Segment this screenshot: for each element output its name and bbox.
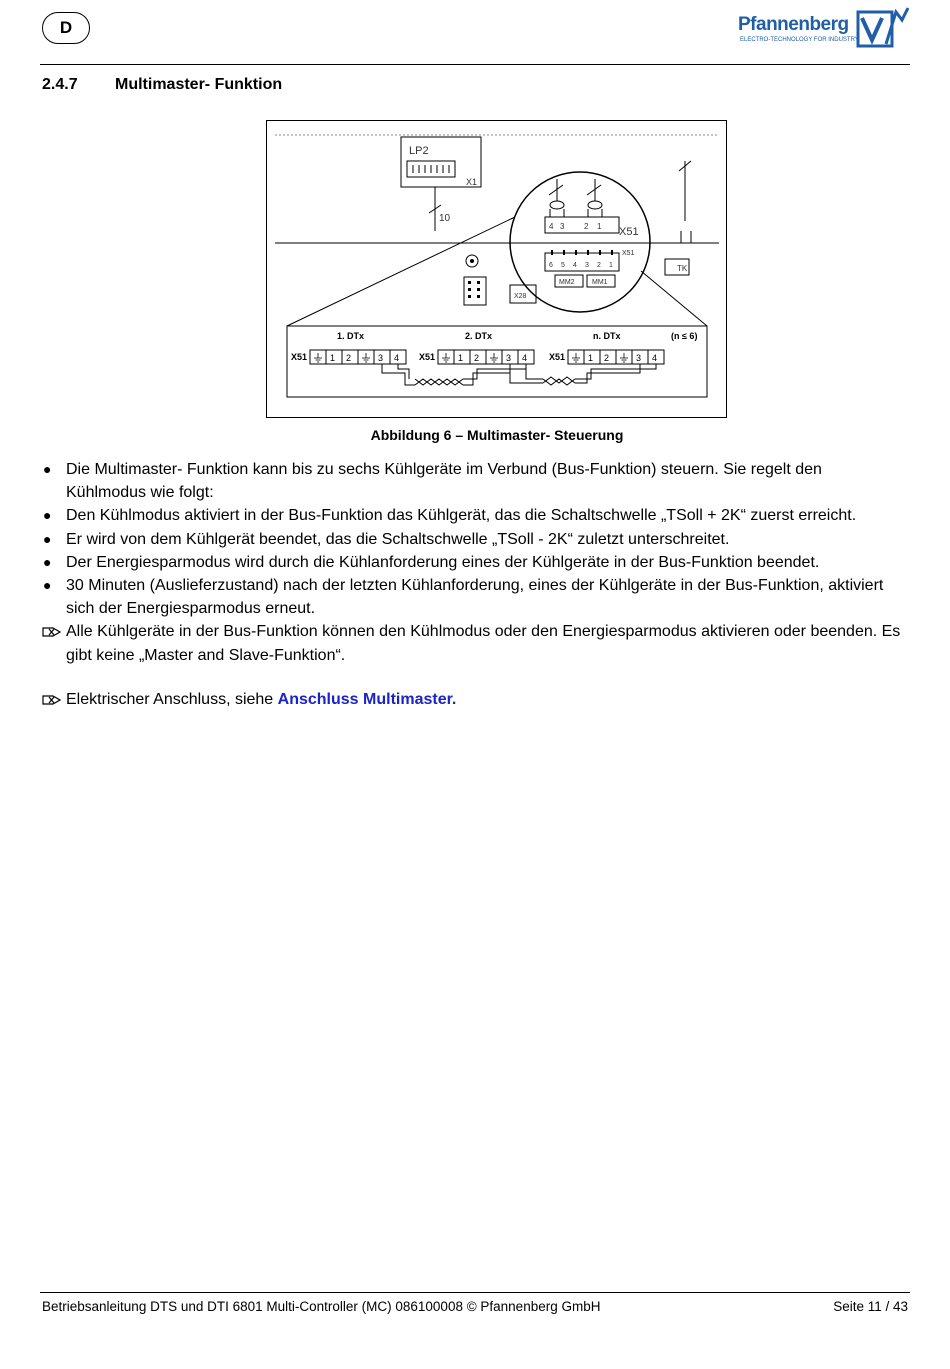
label-wire-count: 10 <box>439 213 451 224</box>
x28-left-connector <box>464 277 486 305</box>
list-item <box>42 551 902 574</box>
note-item <box>42 620 902 666</box>
label-mm2: MM2 <box>559 279 575 286</box>
figure-caption: Abbildung 6 – Multimaster- Steuerung <box>370 427 624 443</box>
label-x51-unit-1: X51 <box>291 352 308 362</box>
reference-link[interactable]: Anschluss Multimaster. <box>277 690 457 708</box>
label-tk: TK <box>677 264 688 273</box>
label-top-pin-4: 4 <box>549 222 554 231</box>
label-pin-3: 3 <box>585 262 589 269</box>
label-top-pin-2: 2 <box>584 222 589 231</box>
list-item <box>42 504 902 527</box>
label-unit-n-pin-3: 3 <box>636 353 642 363</box>
bullet-text: Er wird von dem Kühlgerät beendet, das die Schaltschwelle „TSoll - 2K“ zuletzt unterschreitet. <box>66 530 730 548</box>
bullet-icon: ● <box>43 507 52 524</box>
pointing-hand-icon <box>42 625 62 639</box>
section-heading <box>42 76 282 94</box>
magnifier-circle <box>510 172 650 312</box>
label-pin-5: 5 <box>561 262 565 269</box>
bullet-text: Den Kühlmodus aktiviert in der Bus-Funktion das Kühlgerät, das die Schaltschwelle „TSoll + 2K“ zuerst erreicht. <box>66 507 857 525</box>
reference-item <box>42 688 902 711</box>
label-mm1: MM1 <box>592 279 608 286</box>
footer-divider <box>40 1292 910 1293</box>
label-unit-1-pin-3: 3 <box>378 353 384 363</box>
pointing-hand-icon <box>42 693 62 707</box>
label-unit-1-pin-1: 1 <box>330 353 336 363</box>
logo-brand: Pfannenberg <box>738 14 849 35</box>
label-x1: X1 <box>466 177 478 187</box>
label-unit-1: 1. DTx <box>337 331 365 341</box>
body-content <box>42 458 902 711</box>
list-item <box>42 574 902 620</box>
bullet-icon: ● <box>43 553 52 570</box>
wiring-diagram <box>266 120 727 418</box>
label-unit-n-pin-4: 4 <box>652 353 658 363</box>
footer-page-number: Seite 11 / 43 <box>833 1299 908 1314</box>
label-unit-2-pin-2: 2 <box>474 353 480 363</box>
header-divider <box>40 64 910 65</box>
label-pin-4: 4 <box>573 262 577 269</box>
label-limit: (n ≤ 6) <box>671 331 698 341</box>
logo-tagline: ELECTRO-TECHNOLOGY FOR INDUSTRY <box>740 37 859 43</box>
bullet-text: Die Multimaster- Funktion kann bis zu sechs Kühlgeräte im Verbund (Bus-Funktion) steuern. Sie regelt den Kühlmodus wie folgt: <box>66 461 822 502</box>
label-top-pin-1: 1 <box>597 222 602 231</box>
list-item <box>42 458 902 504</box>
label-x51-magnifier: X51 <box>619 226 639 238</box>
footer-document-info: Betriebsanleitung DTS und DTI 6801 Multi-Controller (MC) 086100008 © Pfannenberg GmbH <box>42 1299 601 1314</box>
note-text: Alle Kühlgeräte in der Bus-Funktion können den Kühlmodus oder den Energiesparmodus aktivieren oder beenden. Es gibt keine „Master and Slave-Funktion“. <box>66 623 901 664</box>
label-unit-2-pin-1: 1 <box>458 353 464 363</box>
section-title: Multimaster- Funktion <box>115 76 283 93</box>
wiring-diagram-svg <box>267 121 726 417</box>
label-x51-unit-2: X51 <box>419 352 436 362</box>
section-number: 2.4.7 <box>42 76 78 93</box>
label-lp2: LP2 <box>409 145 429 157</box>
bullet-text: Der Energiesparmodus wird durch die Kühlanforderung eines der Kühlgeräte in der Bus-Funktion beendet. <box>66 553 820 571</box>
label-unit-2: 2. DTx <box>465 331 493 341</box>
bullet-icon: ● <box>43 530 52 547</box>
bullet-icon: ● <box>43 577 52 594</box>
label-unit-n-pin-2: 2 <box>604 353 610 363</box>
language-code: D <box>59 18 73 37</box>
label-top-pin-3: 3 <box>560 222 565 231</box>
label-unit-1-pin-4: 4 <box>394 353 400 363</box>
label-unit-n: n. DTx <box>593 331 621 341</box>
x51-terminal-block <box>545 253 619 271</box>
label-unit-2-pin-3: 3 <box>506 353 512 363</box>
label-unit-2-pin-4: 4 <box>522 353 528 363</box>
label-unit-1-pin-2: 2 <box>346 353 352 363</box>
label-x51-small: X51 <box>622 250 635 257</box>
bullet-text: 30 Minuten (Auslieferzustand) nach der letzten Kühlanforderung, eines der Kühlgeräte in der Bus-Funktion, aktiviert sich der Energiesparmodus erneut. <box>66 577 884 618</box>
pfannenberg-logo <box>738 6 910 50</box>
label-pin-6: 6 <box>549 262 553 269</box>
bullet-icon: ● <box>43 461 52 477</box>
logo-mark-icon <box>856 6 910 50</box>
language-badge <box>42 12 90 44</box>
label-x51-unit-n: X51 <box>549 352 566 362</box>
label-pin-1: 1 <box>609 262 613 269</box>
label-x28: X28 <box>514 293 527 300</box>
label-unit-n-pin-1: 1 <box>588 353 594 363</box>
reference-text: Elektrischer Anschluss, siehe <box>66 690 274 708</box>
list-item <box>42 528 902 551</box>
label-pin-2: 2 <box>597 262 601 269</box>
